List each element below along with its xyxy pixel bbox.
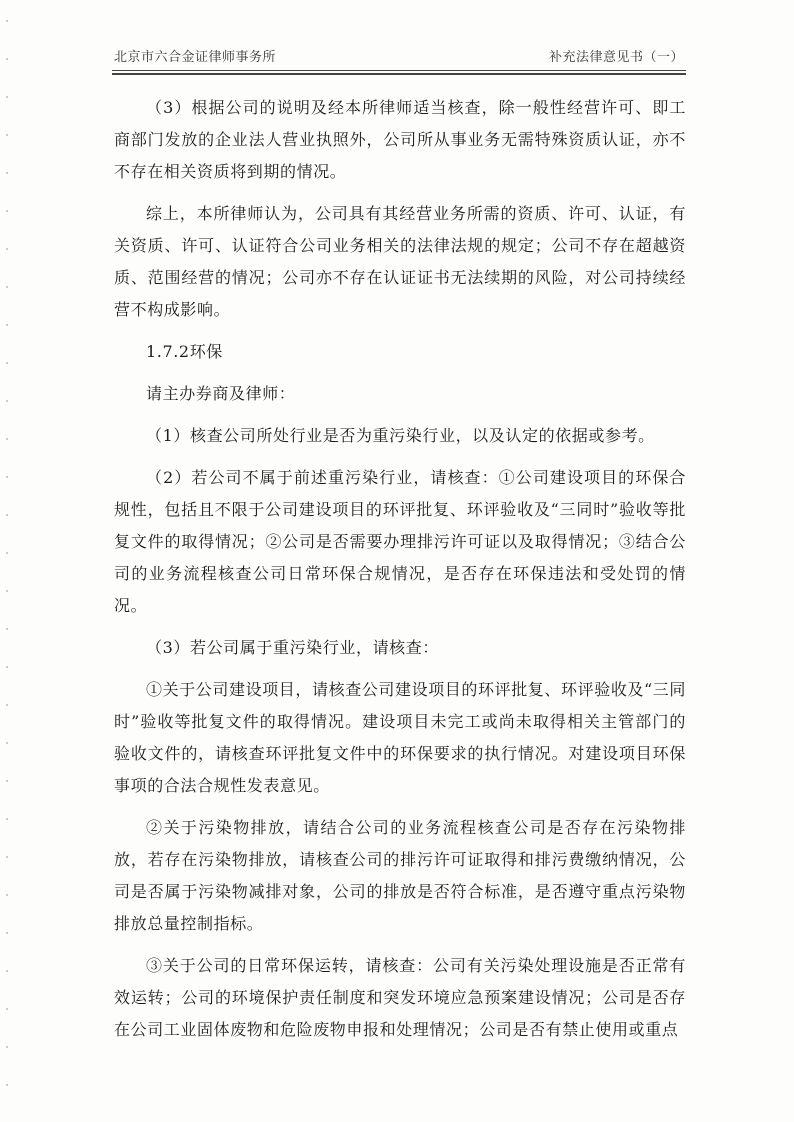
paragraph-subitem-construction: ①关于公司建设项目，请核查公司建设项目的环评批复、环评验收及“三同时”验收等批复文件的取得情况。建设项目未完工或尚未取得相关主管部门的验收文件的，请核查环评批复文件中的环保要求的执行情况。对建设项目环保事项的合法合规性发表意见。: [114, 680, 686, 795]
paragraph-request-intro: 请主办券商及律师：: [146, 384, 296, 403]
binder-dot: [6, 476, 8, 478]
page-header: [114, 46, 684, 68]
binder-dot: [6, 628, 8, 630]
binder-dot: [6, 248, 8, 250]
header-firm-name: 北京市六合金证律师事务所: [114, 50, 277, 65]
binder-dot: [6, 780, 8, 782]
paragraph-item-2: （2）若公司不属于前述重污染行业，请核查：①公司建设项目的环保合规性，包括且不限于公司建设项目的环评批复、环评验收及“三同时”验收等批复文件的取得情况；②公司是否需要办理排污许可证以及取得情况；③结合公司的业务流程核查公司日常环保合规情况，是否存在环保违法和受处罚的情况。: [114, 468, 686, 615]
binder-dot: [6, 210, 8, 212]
header-document-title: 补充法律意见书（一）: [548, 50, 684, 65]
binder-dot: [6, 362, 8, 364]
paragraph-item-1: （1）核查公司所处行业是否为重污染行业，以及认定的依据或参考。: [146, 426, 655, 445]
binder-dot: [6, 20, 8, 22]
binder-dot: [6, 134, 8, 136]
section-heading-environmental: 1.7.2环保: [146, 342, 223, 361]
paragraph-qualification-check: （3）根据公司的说明及经本所律师适当核查，除一般性经营许可、即工商部门发放的企业法人营业执照外，公司所从事业务无需特殊资质认证，亦不不存在相关资质将到期的情况。: [114, 98, 686, 181]
binder-dot: [6, 666, 8, 668]
body-text: [114, 92, 686, 1056]
binder-dot: [6, 58, 8, 60]
header-rule-thick: [112, 73, 686, 75]
binder-dot: [6, 1008, 8, 1010]
paragraph-item-3: （3）若公司属于重污染行业，请核查：: [146, 638, 439, 657]
binder-dot: [6, 96, 8, 98]
binder-dot: [6, 1084, 8, 1086]
binder-dot: [6, 1046, 8, 1048]
binder-dot: [6, 932, 8, 934]
binder-dot: [6, 286, 8, 288]
paragraph-conclusion: 综上，本所律师认为，公司具有其经营业务所需的资质、许可、认证，有关资质、许可、认证符合公司业务相关的法律法规的规定；公司不存在超越资质、范围经营的情况；公司亦不存在认证证书无法续期的风险，对公司持续经营不构成影响。: [114, 204, 686, 319]
binder-dot: [6, 970, 8, 972]
paragraph-subitem-daily-operation: ③关于公司的日常环保运转，请核查：公司有关污染处理设施是否正常有效运转；公司的环境保护责任制度和突发环境应急预案建设情况；公司是否存在公司工业固体废物和危险废物申报和处理情况；公司是否有禁止使用或重点: [114, 956, 686, 1039]
binder-dot: [6, 590, 8, 592]
binder-dot: [6, 818, 8, 820]
header-rule-thin: [112, 70, 686, 71]
binder-dot: [6, 856, 8, 858]
binder-dot: [6, 552, 8, 554]
binder-dot: [6, 894, 8, 896]
binder-dot: [6, 514, 8, 516]
binder-dot: [6, 324, 8, 326]
binder-dot: [6, 438, 8, 440]
binder-dot: [6, 400, 8, 402]
binder-dot: [6, 172, 8, 174]
binder-margin-dots: [6, 0, 8, 1122]
binder-dot: [6, 704, 8, 706]
binder-dot: [6, 742, 8, 744]
paragraph-subitem-emissions: ②关于污染物排放，请结合公司的业务流程核查公司是否存在污染物排放，若存在污染物排放，请核查公司的排污许可证取得和排污费缴纳情况，公司是否属于污染物减排对象，公司的排放是否符合标准，是否遵守重点污染物排放总量控制指标。: [114, 818, 686, 933]
